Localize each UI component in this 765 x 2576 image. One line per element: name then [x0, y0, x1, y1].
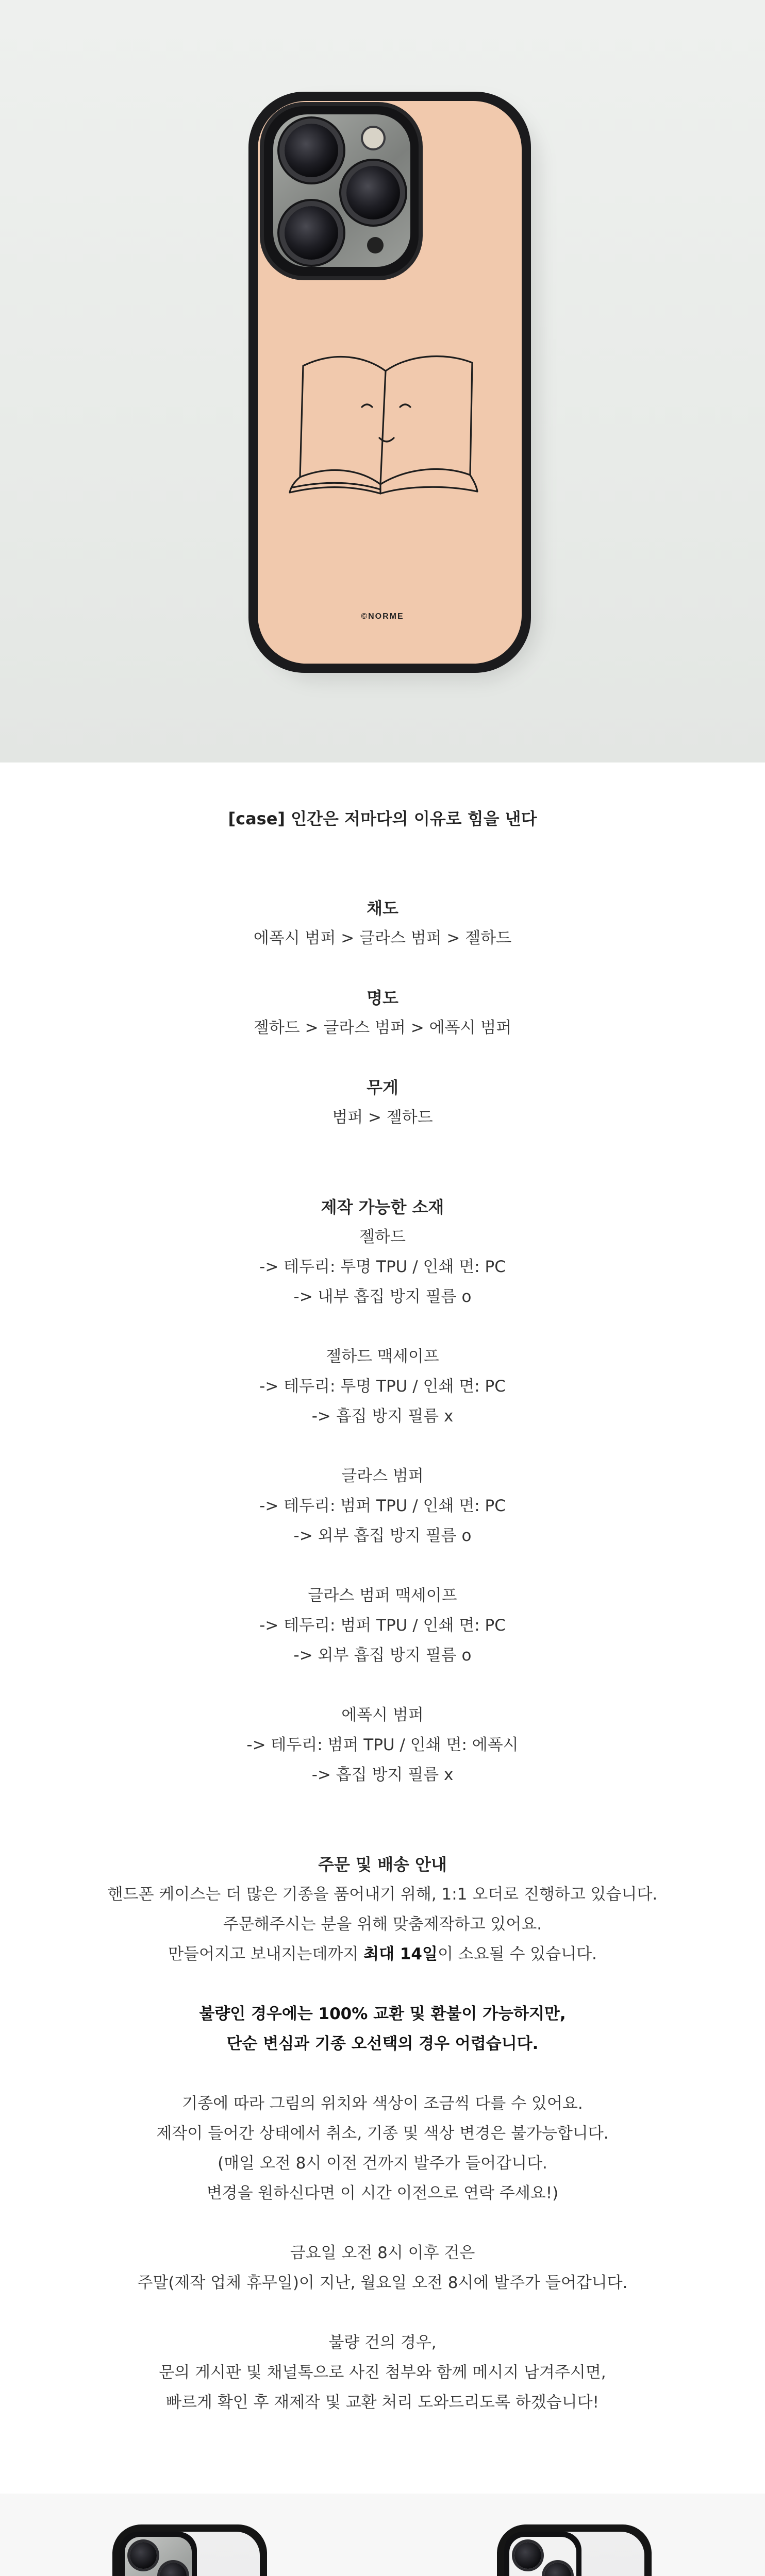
production-note: 제작이 들어간 상태에서 취소, 기종 및 색상 변경은 불가능합니다.: [156, 2124, 609, 2143]
saturation-text: 에폭시 범퍼 > 글라스 범퍼 > 젤하드: [253, 929, 512, 947]
hero-product-photo: [0, 0, 765, 762]
spacer: [0, 1132, 765, 1192]
material-detail: -> 테두리: 범퍼 TPU / 인쇄 면: 에폭시: [246, 1736, 519, 1754]
brand-mark: ©NORME: [361, 612, 404, 621]
defect-note: 불량 건의 경우,: [328, 2333, 437, 2352]
order-text-part: 만들어지고 보내지는데까지: [168, 1945, 364, 1963]
spacer: [0, 1790, 765, 1850]
max-days-highlight: 최대 14일: [363, 1945, 438, 1963]
camera-lens-icon: [285, 206, 338, 260]
order-text-part: 이 소요될 수 있습니다.: [437, 1945, 597, 1963]
spacer: [0, 1431, 765, 1461]
saturation-heading: 채도: [367, 899, 398, 918]
spacer: [0, 1969, 765, 1999]
product-card-glass-bumper: [72, 2524, 340, 2576]
spacer: [0, 1312, 765, 1342]
material-item: [0, 1342, 765, 1431]
camera-lens-icon: [285, 124, 338, 177]
material-name: 글라스 범퍼: [341, 1467, 424, 1485]
material-item: [0, 1700, 765, 1790]
lidar-icon: [367, 237, 384, 253]
defect-note: 빠르게 확인 후 재제작 및 교환 처리 도와드리도록 하겠습니다!: [166, 2393, 599, 2412]
material-detail: -> 흡집 방지 필름 x: [311, 1766, 454, 1784]
order-text: 주문해주시는 분을 위해 맞춤제작하고 있어요.: [223, 1915, 542, 1934]
order-text: 핸드폰 케이스는 더 많은 기종을 품어내기 위해, 1:1 오더로 진행하고 있습니다.: [107, 1885, 658, 1904]
spacer: [0, 834, 765, 893]
material-detail: -> 외부 흡집 방지 필름 o: [293, 1527, 472, 1545]
defect-note: 문의 게시판 및 채널톡으로 사진 첨부와 함께 메시지 남겨주시면,: [159, 2363, 606, 2382]
production-note: (매일 오전 8시 이전 건까지 발주가 들어갑니다.: [218, 2154, 547, 2173]
camera-lens-icon: [130, 2542, 157, 2569]
material-item: [0, 1222, 765, 1312]
material-name: 젤하드: [359, 1228, 406, 1246]
material-detail: -> 테두리: 투명 TPU / 인쇄 면: PC: [259, 1377, 506, 1396]
spacer: [0, 1043, 765, 1073]
material-detail: -> 흡집 방지 필름 x: [311, 1407, 454, 1426]
notice-title: [case] 인간은 저마다의 이유로 힘을 낸다: [228, 809, 537, 828]
spacer: [0, 2298, 765, 2328]
material-detail: -> 내부 흡집 방지 필름 o: [293, 1287, 472, 1306]
flash-icon: [363, 128, 384, 148]
camera-lens-icon: [346, 166, 400, 219]
spacer: [0, 1670, 765, 1700]
spacer: [0, 2059, 765, 2089]
spacer: [0, 1551, 765, 1581]
material-item: [0, 1461, 765, 1551]
production-note: 변경을 원하신다면 이 시간 이전으로 연락 주세요!): [206, 2184, 559, 2202]
brightness-heading: 명도: [367, 988, 398, 1008]
material-detail: -> 외부 흡집 방지 필름 o: [293, 1646, 472, 1665]
material-name: 글라스 범퍼 맥세이프: [308, 1586, 457, 1605]
case-type-gallery: [0, 2494, 765, 2576]
refund-warning: 불량인 경우에는 100% 교환 및 환불이 가능하지만,: [199, 2005, 566, 2023]
open-book-smiling-face-icon: [289, 330, 485, 515]
refund-warning: 단순 변심과 기종 오선택의 경우 어렵습니다.: [226, 2035, 539, 2053]
production-note: 기종에 따라 그림의 위치와 색상이 조금씩 다를 수 있어요.: [182, 2094, 583, 2113]
brightness-text: 젤하드 > 글라스 범퍼 > 에폭시 범퍼: [253, 1019, 512, 1037]
spacer: [0, 2208, 765, 2238]
product-card-epoxy-bumper: [443, 2524, 711, 2576]
materials-heading: 제작 가능한 소재: [321, 1197, 444, 1217]
order-heading: 주문 및 배송 안내: [318, 1855, 447, 1874]
materials-list: [0, 1222, 765, 1790]
order-text: [0, 1939, 765, 1969]
product-notice: [0, 804, 765, 2417]
spacer: [0, 953, 765, 983]
material-item: [0, 1581, 765, 1670]
friday-note: 주말(제작 업체 휴무일)이 지난, 월요일 오전 8시에 발주가 들어갑니다.: [137, 2274, 628, 2292]
material-detail: -> 테두리: 범퍼 TPU / 인쇄 면: PC: [259, 1497, 506, 1515]
material-name: 에폭시 범퍼: [341, 1706, 424, 1724]
camera-lens-icon: [514, 2542, 541, 2569]
weight-heading: 무게: [367, 1078, 398, 1097]
material-detail: -> 테두리: 투명 TPU / 인쇄 면: PC: [259, 1258, 506, 1276]
friday-note: 금요일 오전 8시 이후 건은: [290, 2244, 475, 2262]
material-detail: -> 테두리: 범퍼 TPU / 인쇄 면: PC: [259, 1616, 506, 1635]
material-name: 젤하드 맥세이프: [326, 1347, 439, 1366]
weight-text: 범퍼 > 젤하드: [332, 1108, 433, 1127]
